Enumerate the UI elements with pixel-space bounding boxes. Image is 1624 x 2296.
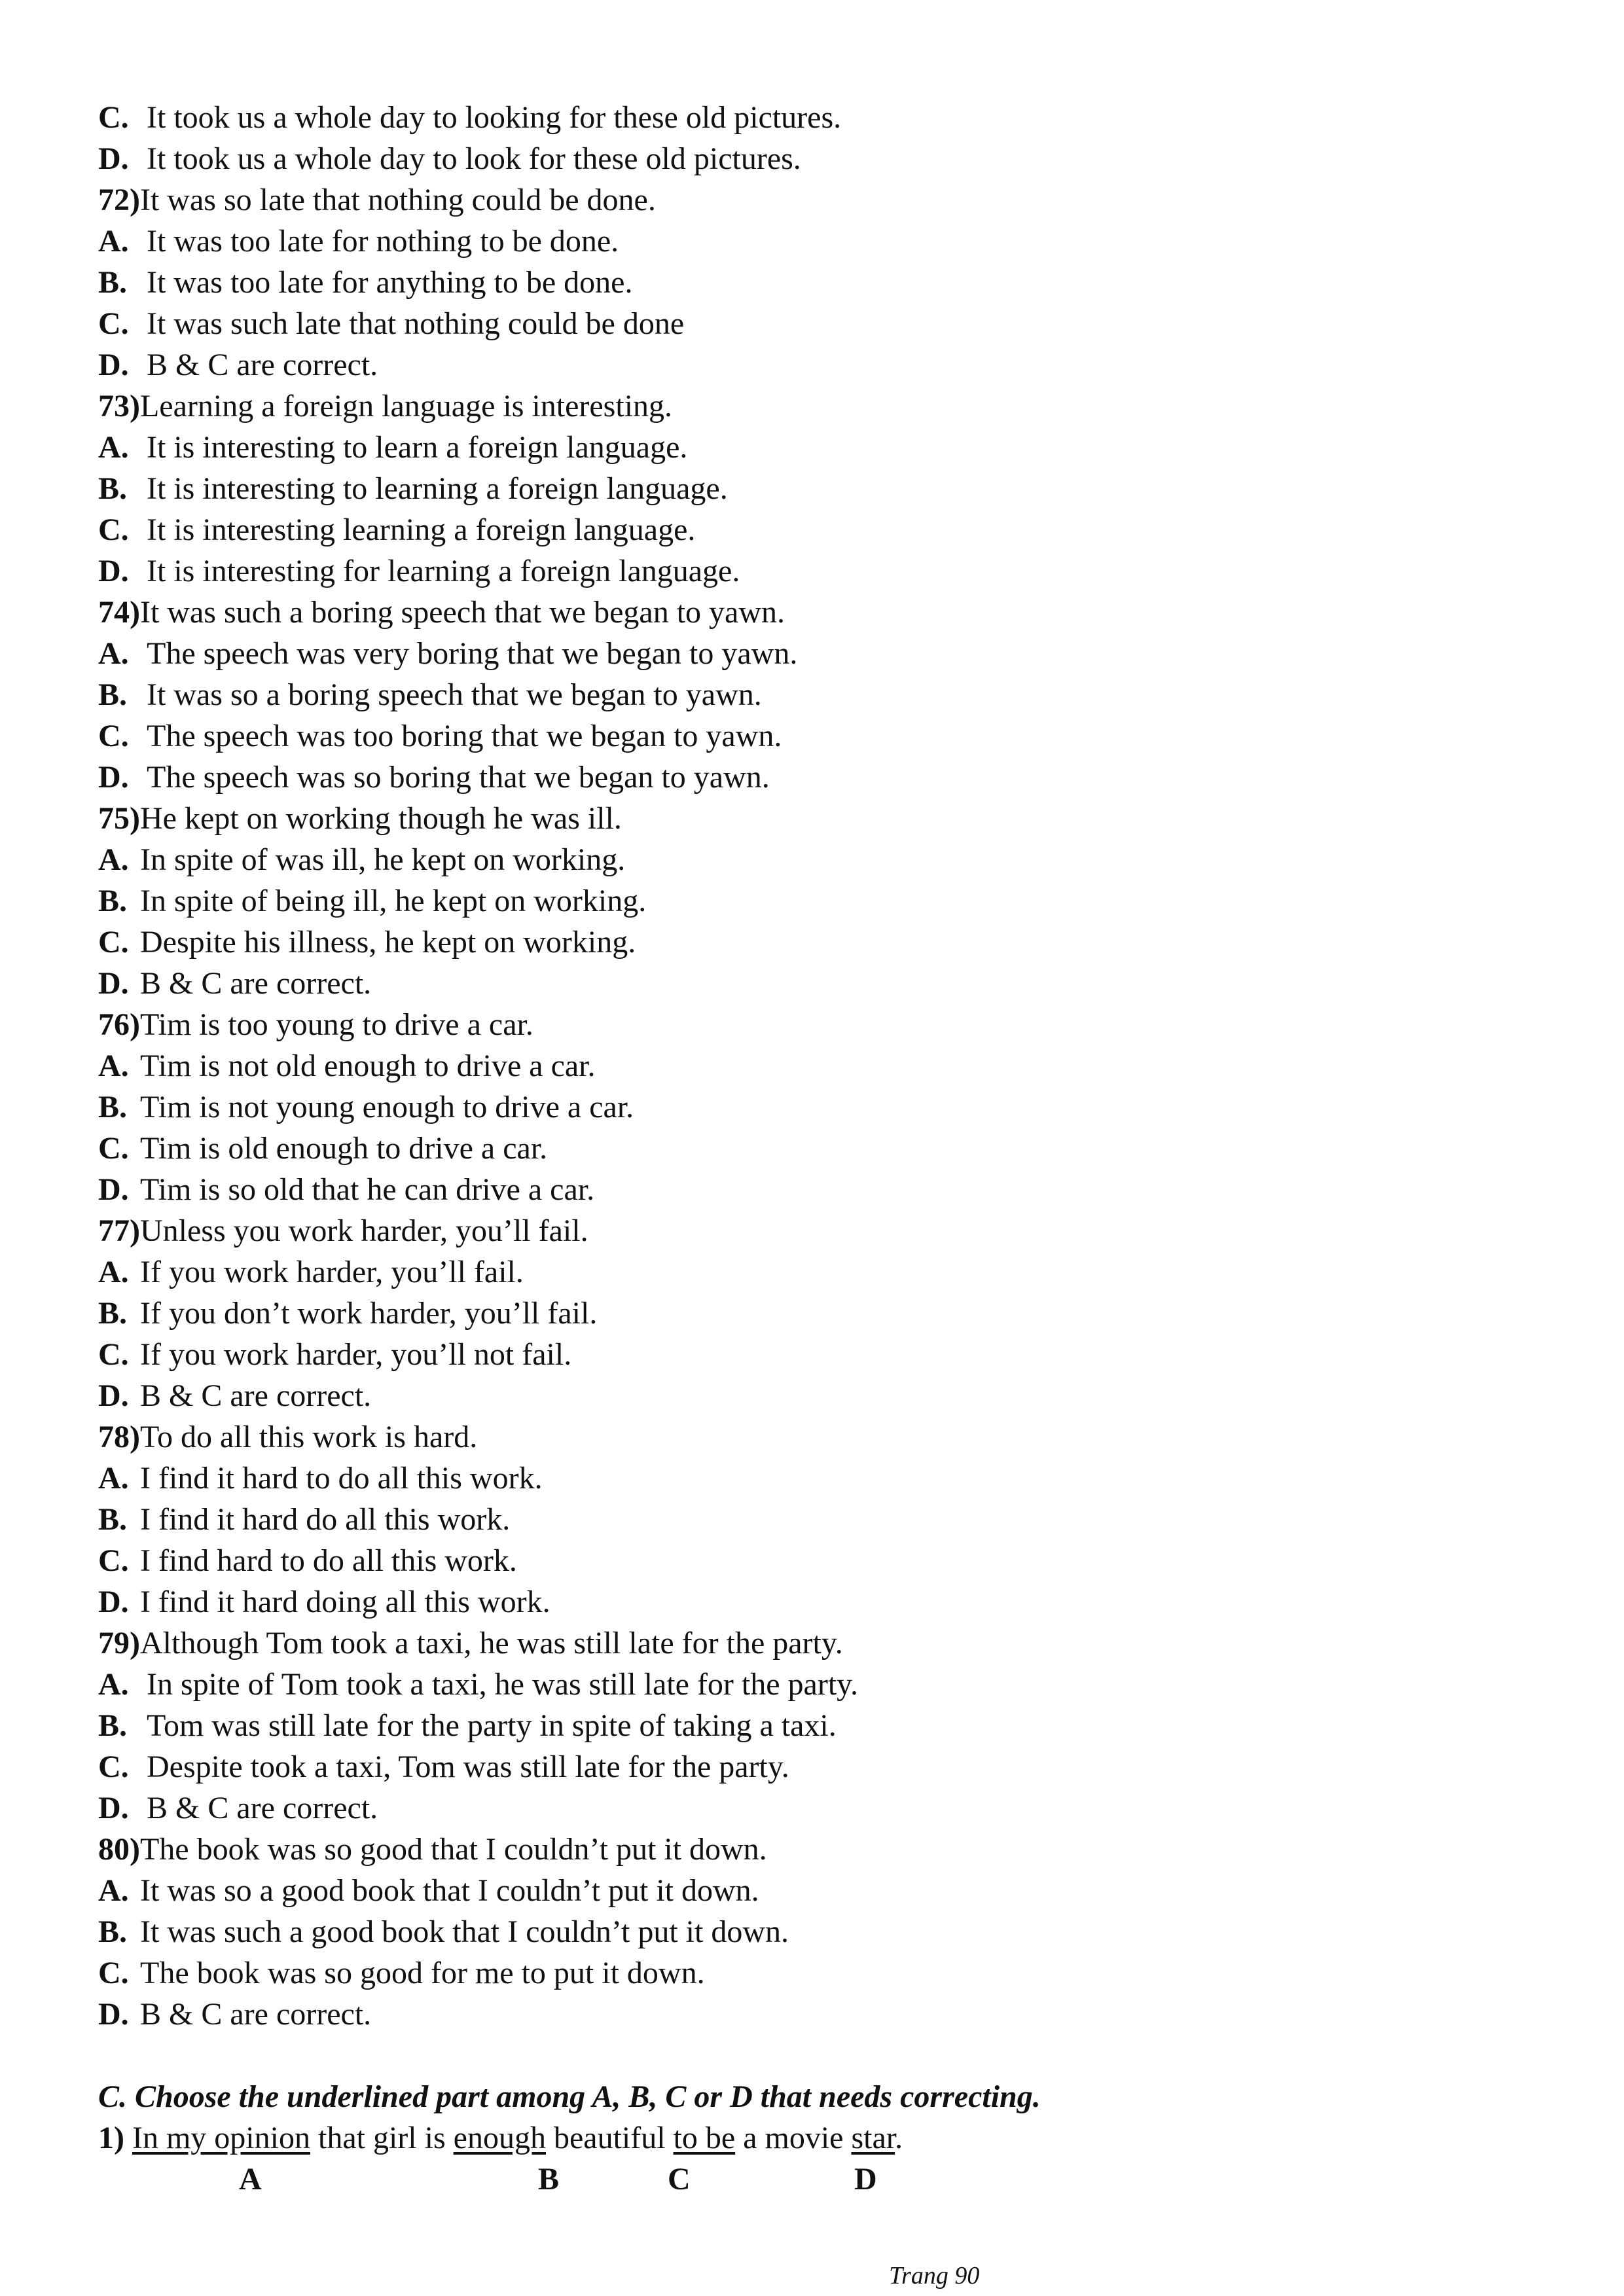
option-line (98, 1293, 1538, 1334)
option-text: I find it hard doing all this work. (140, 1585, 550, 1619)
question-text: Tim is too young to drive a car. (139, 1007, 533, 1042)
question-text: The book was so good that I couldn’t put it down. (139, 1832, 767, 1867)
option-letter: D. (98, 1791, 129, 1825)
option-letter: C. (98, 1337, 129, 1372)
question-text: Unless you work harder, you’ll fail. (139, 1213, 588, 1248)
question-number: 80) (98, 1832, 140, 1867)
option-text: The speech was very boring that we began to yawn. (147, 636, 798, 671)
option-text: The book was so good for me to put it down. (140, 1956, 705, 1990)
question-text: It was so late that nothing could be done. (139, 183, 656, 217)
option-text: The speech was too boring that we began to yawn. (147, 719, 782, 753)
label-c: C (668, 2162, 691, 2197)
option-letter: B. (98, 1296, 128, 1331)
option-text: B & C are correct. (140, 966, 372, 1001)
option-text: It was so a boring speech that we began to yawn. (147, 677, 762, 712)
option-letter: B. (98, 884, 128, 918)
option-text: It is interesting to learning a foreign language. (147, 471, 728, 506)
option-letter: B. (98, 1090, 128, 1124)
option-text: It is interesting for learning a foreign language. (147, 554, 740, 588)
option-letter: D. (98, 1172, 129, 1207)
option-line (98, 922, 1538, 963)
question-line (98, 1210, 1538, 1251)
option-text: B & C are correct. (147, 1791, 378, 1825)
option-letter: B. (98, 471, 128, 506)
option-letter: A. (98, 636, 129, 671)
error-sentence (98, 2117, 1538, 2159)
option-text: Despite took a taxi, Tom was still late for the party. (147, 1749, 789, 1784)
option-letter: D. (98, 1997, 129, 2032)
question-line (98, 386, 1538, 427)
option-letter: A. (98, 224, 129, 259)
option-line (98, 1128, 1538, 1169)
option-letter: C. (98, 1543, 129, 1578)
underlined-part: star (851, 2121, 895, 2155)
option-letter: A. (98, 842, 129, 877)
option-letter: C. (98, 1749, 129, 1784)
label-b: B (538, 2162, 560, 2197)
option-letter: A. (98, 1667, 129, 1702)
option-text: If you work harder, you’ll fail. (140, 1255, 524, 1289)
question-line (98, 798, 1538, 839)
option-text: It is interesting learning a foreign language. (147, 512, 696, 547)
option-letter: B. (98, 1502, 128, 1537)
option-line (98, 963, 1538, 1004)
option-text: In spite of was ill, he kept on working. (140, 842, 626, 877)
option-text: It was such late that nothing could be done (147, 306, 685, 341)
option-letter: C. (98, 1131, 129, 1166)
option-line (98, 262, 1538, 303)
option-line (98, 1581, 1538, 1623)
option-line (98, 138, 1538, 179)
question-number: 77) (98, 1213, 140, 1248)
option-line (98, 1911, 1538, 1952)
option-line (98, 880, 1538, 922)
option-text: In spite of Tom took a taxi, he was still late for the party. (147, 1667, 859, 1702)
option-text: In spite of being ill, he kept on working. (140, 884, 647, 918)
option-letter: A. (98, 1049, 129, 1083)
option-line (98, 1787, 1538, 1829)
option-letter: D. (98, 348, 129, 382)
option-line (98, 221, 1538, 262)
option-text: I find hard to do all this work. (140, 1543, 517, 1578)
option-line (98, 1664, 1538, 1705)
option-letter: D. (98, 966, 129, 1001)
option-letter: D. (98, 141, 129, 176)
option-line (98, 674, 1538, 715)
question-number: 72) (98, 183, 140, 217)
option-line (98, 839, 1538, 880)
option-text: It was such a good book that I couldn’t put it down. (140, 1914, 789, 1949)
option-line (98, 1952, 1538, 1994)
question-list (98, 97, 1538, 2035)
underlined-part: In my opinion (132, 2121, 310, 2155)
option-text: Tom was still late for the party in spite of taking a taxi. (147, 1708, 837, 1743)
question-number: 76) (98, 1007, 140, 1042)
option-text: It was so a good book that I couldn’t put it down. (140, 1873, 759, 1908)
option-text: It was too late for anything to be done. (147, 265, 633, 300)
option-letter: C. (98, 512, 129, 547)
option-letter: A. (98, 430, 129, 465)
answer-labels (98, 2159, 1538, 2200)
option-line (98, 1458, 1538, 1499)
underlined-part: to be (673, 2121, 736, 2155)
option-line (98, 1375, 1538, 1416)
underlined-part: enough (453, 2121, 546, 2155)
option-line (98, 1746, 1538, 1787)
option-letter: C. (98, 719, 129, 753)
option-line (98, 715, 1538, 757)
option-letter: D. (98, 1585, 129, 1619)
label-a: A (239, 2162, 262, 2197)
option-text: Tim is so old that he can drive a car. (140, 1172, 595, 1207)
option-line (98, 550, 1538, 592)
option-text: Tim is not young enough to drive a car. (140, 1090, 634, 1124)
option-letter: D. (98, 760, 129, 795)
option-line (98, 97, 1538, 138)
question-line (98, 179, 1538, 221)
question-line (98, 1829, 1538, 1870)
sentence-parts (132, 2121, 903, 2155)
option-letter: D. (98, 1378, 129, 1413)
option-line (98, 1169, 1538, 1210)
option-letter: C. (98, 306, 129, 341)
option-text: B & C are correct. (140, 1378, 372, 1413)
option-line (98, 427, 1538, 468)
option-text: Tim is old enough to drive a car. (140, 1131, 548, 1166)
question-number: 78) (98, 1420, 140, 1454)
option-letter: C. (98, 1956, 129, 1990)
option-letter: A. (98, 1255, 129, 1289)
option-line (98, 633, 1538, 674)
option-text: B & C are correct. (147, 348, 378, 382)
question-text: Although Tom took a taxi, he was still late for the party. (139, 1626, 843, 1660)
sentence-text: . (895, 2121, 903, 2155)
question-line (98, 1623, 1538, 1664)
option-line (98, 1334, 1538, 1375)
option-line (98, 1045, 1538, 1086)
question-number: 74) (98, 595, 140, 630)
option-letter: B. (98, 1914, 128, 1949)
question-line (98, 1416, 1538, 1458)
option-line (98, 1251, 1538, 1293)
question-text: Learning a foreign language is interesting. (139, 389, 673, 423)
option-letter: C. (98, 925, 129, 960)
option-letter: A. (98, 1873, 129, 1908)
option-line (98, 344, 1538, 386)
sentence-text: beautiful (545, 2121, 674, 2155)
option-letter: A. (98, 1461, 129, 1496)
option-letter: B. (98, 1708, 128, 1743)
option-letter: B. (98, 265, 128, 300)
question-text: To do all this work is hard. (139, 1420, 478, 1454)
question-number: 79) (98, 1626, 140, 1660)
option-line (98, 757, 1538, 798)
option-line (98, 468, 1538, 509)
label-d: D (854, 2162, 877, 2197)
option-text: It was too late for nothing to be done. (147, 224, 619, 259)
option-text: B & C are correct. (140, 1997, 372, 2032)
option-line (98, 1994, 1538, 2035)
option-line (98, 509, 1538, 550)
option-text: If you don’t work harder, you’ll fail. (140, 1296, 598, 1331)
option-line (98, 1499, 1538, 1540)
sentence-text: that girl is (310, 2121, 454, 2155)
page-content (98, 97, 1538, 2200)
question-text: It was such a boring speech that we began to yawn. (139, 595, 785, 630)
option-line (98, 303, 1538, 344)
question-text: He kept on working though he was ill. (139, 801, 622, 836)
option-line (98, 1870, 1538, 1911)
page-footer: Trang 90 (889, 2262, 980, 2289)
item-number: 1) (98, 2121, 124, 2155)
question-line (98, 1004, 1538, 1045)
section-title: C. Choose the underlined part among A, B, C or D that needs correcting. (98, 2079, 1041, 2114)
option-line (98, 1086, 1538, 1128)
option-text: It took us a whole day to looking for these old pictures. (147, 100, 842, 135)
option-text: Despite his illness, he kept on working. (140, 925, 636, 960)
sentence-text: a movie (735, 2121, 852, 2155)
option-line (98, 1705, 1538, 1746)
option-line (98, 1540, 1538, 1581)
option-letter: B. (98, 677, 128, 712)
question-number: 75) (98, 801, 140, 836)
option-text: If you work harder, you’ll not fail. (140, 1337, 572, 1372)
question-number: 73) (98, 389, 140, 423)
option-text: I find it hard do all this work. (140, 1502, 511, 1537)
option-text: I find it hard to do all this work. (140, 1461, 543, 1496)
question-line (98, 592, 1538, 633)
option-text: It is interesting to learn a foreign language. (147, 430, 688, 465)
option-text: The speech was so boring that we began to yawn. (147, 760, 770, 795)
option-text: It took us a whole day to look for these old pictures. (147, 141, 801, 176)
option-letter: C. (98, 100, 129, 135)
option-text: Tim is not old enough to drive a car. (140, 1049, 596, 1083)
option-letter: D. (98, 554, 129, 588)
